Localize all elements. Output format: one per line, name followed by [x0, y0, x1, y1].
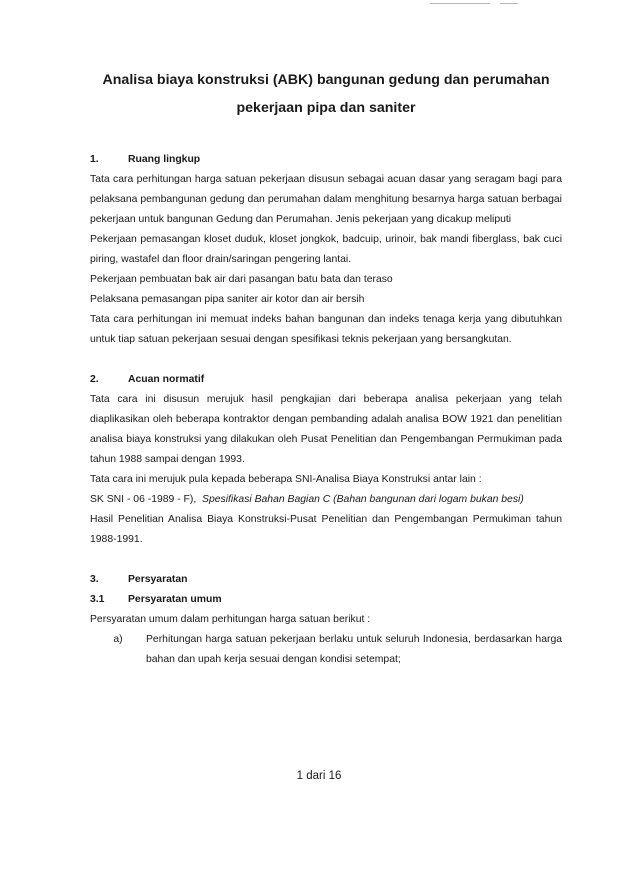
scan-artifact-line	[430, 3, 490, 4]
paragraph: Pekerjaan pemasangan kloset duduk, kloset jongkok, badcuip, urinoir, bak mandi fiberglass, bak cuci piring, wastafel dan floor drain/saringan pengering lantai.	[90, 234, 562, 265]
section-heading	[90, 570, 562, 590]
paragraph: Pekerjaan pembuatan bak air dari pasangan batu bata dan teraso	[90, 274, 393, 285]
list-marker: a)	[113, 634, 123, 645]
section-number: 3.	[90, 574, 99, 585]
section-number: 1.	[90, 154, 99, 165]
reference-paragraph	[90, 490, 562, 510]
section-persyaratan	[90, 570, 562, 670]
section-number: 2.	[90, 374, 99, 385]
section-title: Acuan normatif	[128, 374, 205, 385]
subsection-title: Persyaratan umum	[128, 594, 222, 605]
list-item	[90, 630, 562, 670]
reference-code: SK SNI - 06 -1989 - F),	[90, 494, 197, 505]
paragraph: Persyaratan umum dalam perhitungan harga satuan berikut :	[90, 614, 371, 625]
section-acuan-normatif	[90, 370, 562, 550]
page-number: 1 dari 16	[296, 770, 342, 782]
section-heading	[90, 150, 562, 170]
document-title	[90, 66, 562, 122]
reference-title: Spesifikasi Bahan Bagian C (Bahan bangunan dari logam bukan besi)	[202, 494, 524, 505]
paragraph: Tata cara perhitungan ini memuat indeks bahan bangunan dan indeks tenaga kerja yang dibutuhkan untuk tiap satuan pekerjaan sesuai dengan spesifikasi teknis pekerjaan yang bersangkutan.	[90, 314, 562, 345]
section-title: Persyaratan	[128, 574, 188, 585]
subsection-number: 3.1	[90, 594, 105, 605]
section-title: Ruang lingkup	[128, 154, 201, 165]
list-item-text: Perhitungan harga satuan pekerjaan berlaku untuk seluruh Indonesia, berdasarkan harga bahan dan upah kerja sesuai dengan kondisi setempat;	[146, 634, 562, 665]
paragraph: Hasil Penelitian Analisa Biaya Konstruksi-Pusat Penelitian dan Pengembangan Permukiman tahun 1988-1991.	[90, 514, 562, 545]
section-heading	[90, 370, 562, 390]
document-page	[90, 66, 562, 670]
paragraph: Tata cara perhitungan harga satuan pekerjaan disusun sebagai acuan dasar yang seragam bagi para pelaksana pembangunan gedung dan perumahan dalam menghitung besarnya harga satuan berbagai pekerjaan untuk bangunan Gedung dan Perumahan. Jenis pekerjaan yang dicakup meliputi	[90, 174, 562, 225]
paragraph: Pelaksana pemasangan pipa saniter air kotor dan air bersih	[90, 294, 365, 305]
paragraph: Tata cara ini merujuk pula kepada beberapa SNI-Analisa Biaya Konstruksi antar lain :	[90, 474, 482, 485]
title-line-1: Analisa biaya konstruksi (ABK) bangunan gedung dan perumahan	[102, 72, 550, 88]
subsection-heading	[90, 590, 562, 610]
section-ruang-lingkup	[90, 150, 562, 350]
title-line-2: pekerjaan pipa dan saniter	[236, 100, 416, 116]
paragraph: Tata cara ini disusun merujuk hasil pengkajian dari beberapa analisa pekerjaan yang telah diaplikasikan oleh beberapa kontraktor dengan pembanding adalah analisa BOW 1921 dan penelitian analisa biaya konstruksi yang dilakukan oleh Pusat Penelitian dan Pengembangan Permukiman pada tahun 1988 sampai dengan 1993.	[90, 394, 562, 465]
scan-artifact-line	[500, 3, 518, 4]
